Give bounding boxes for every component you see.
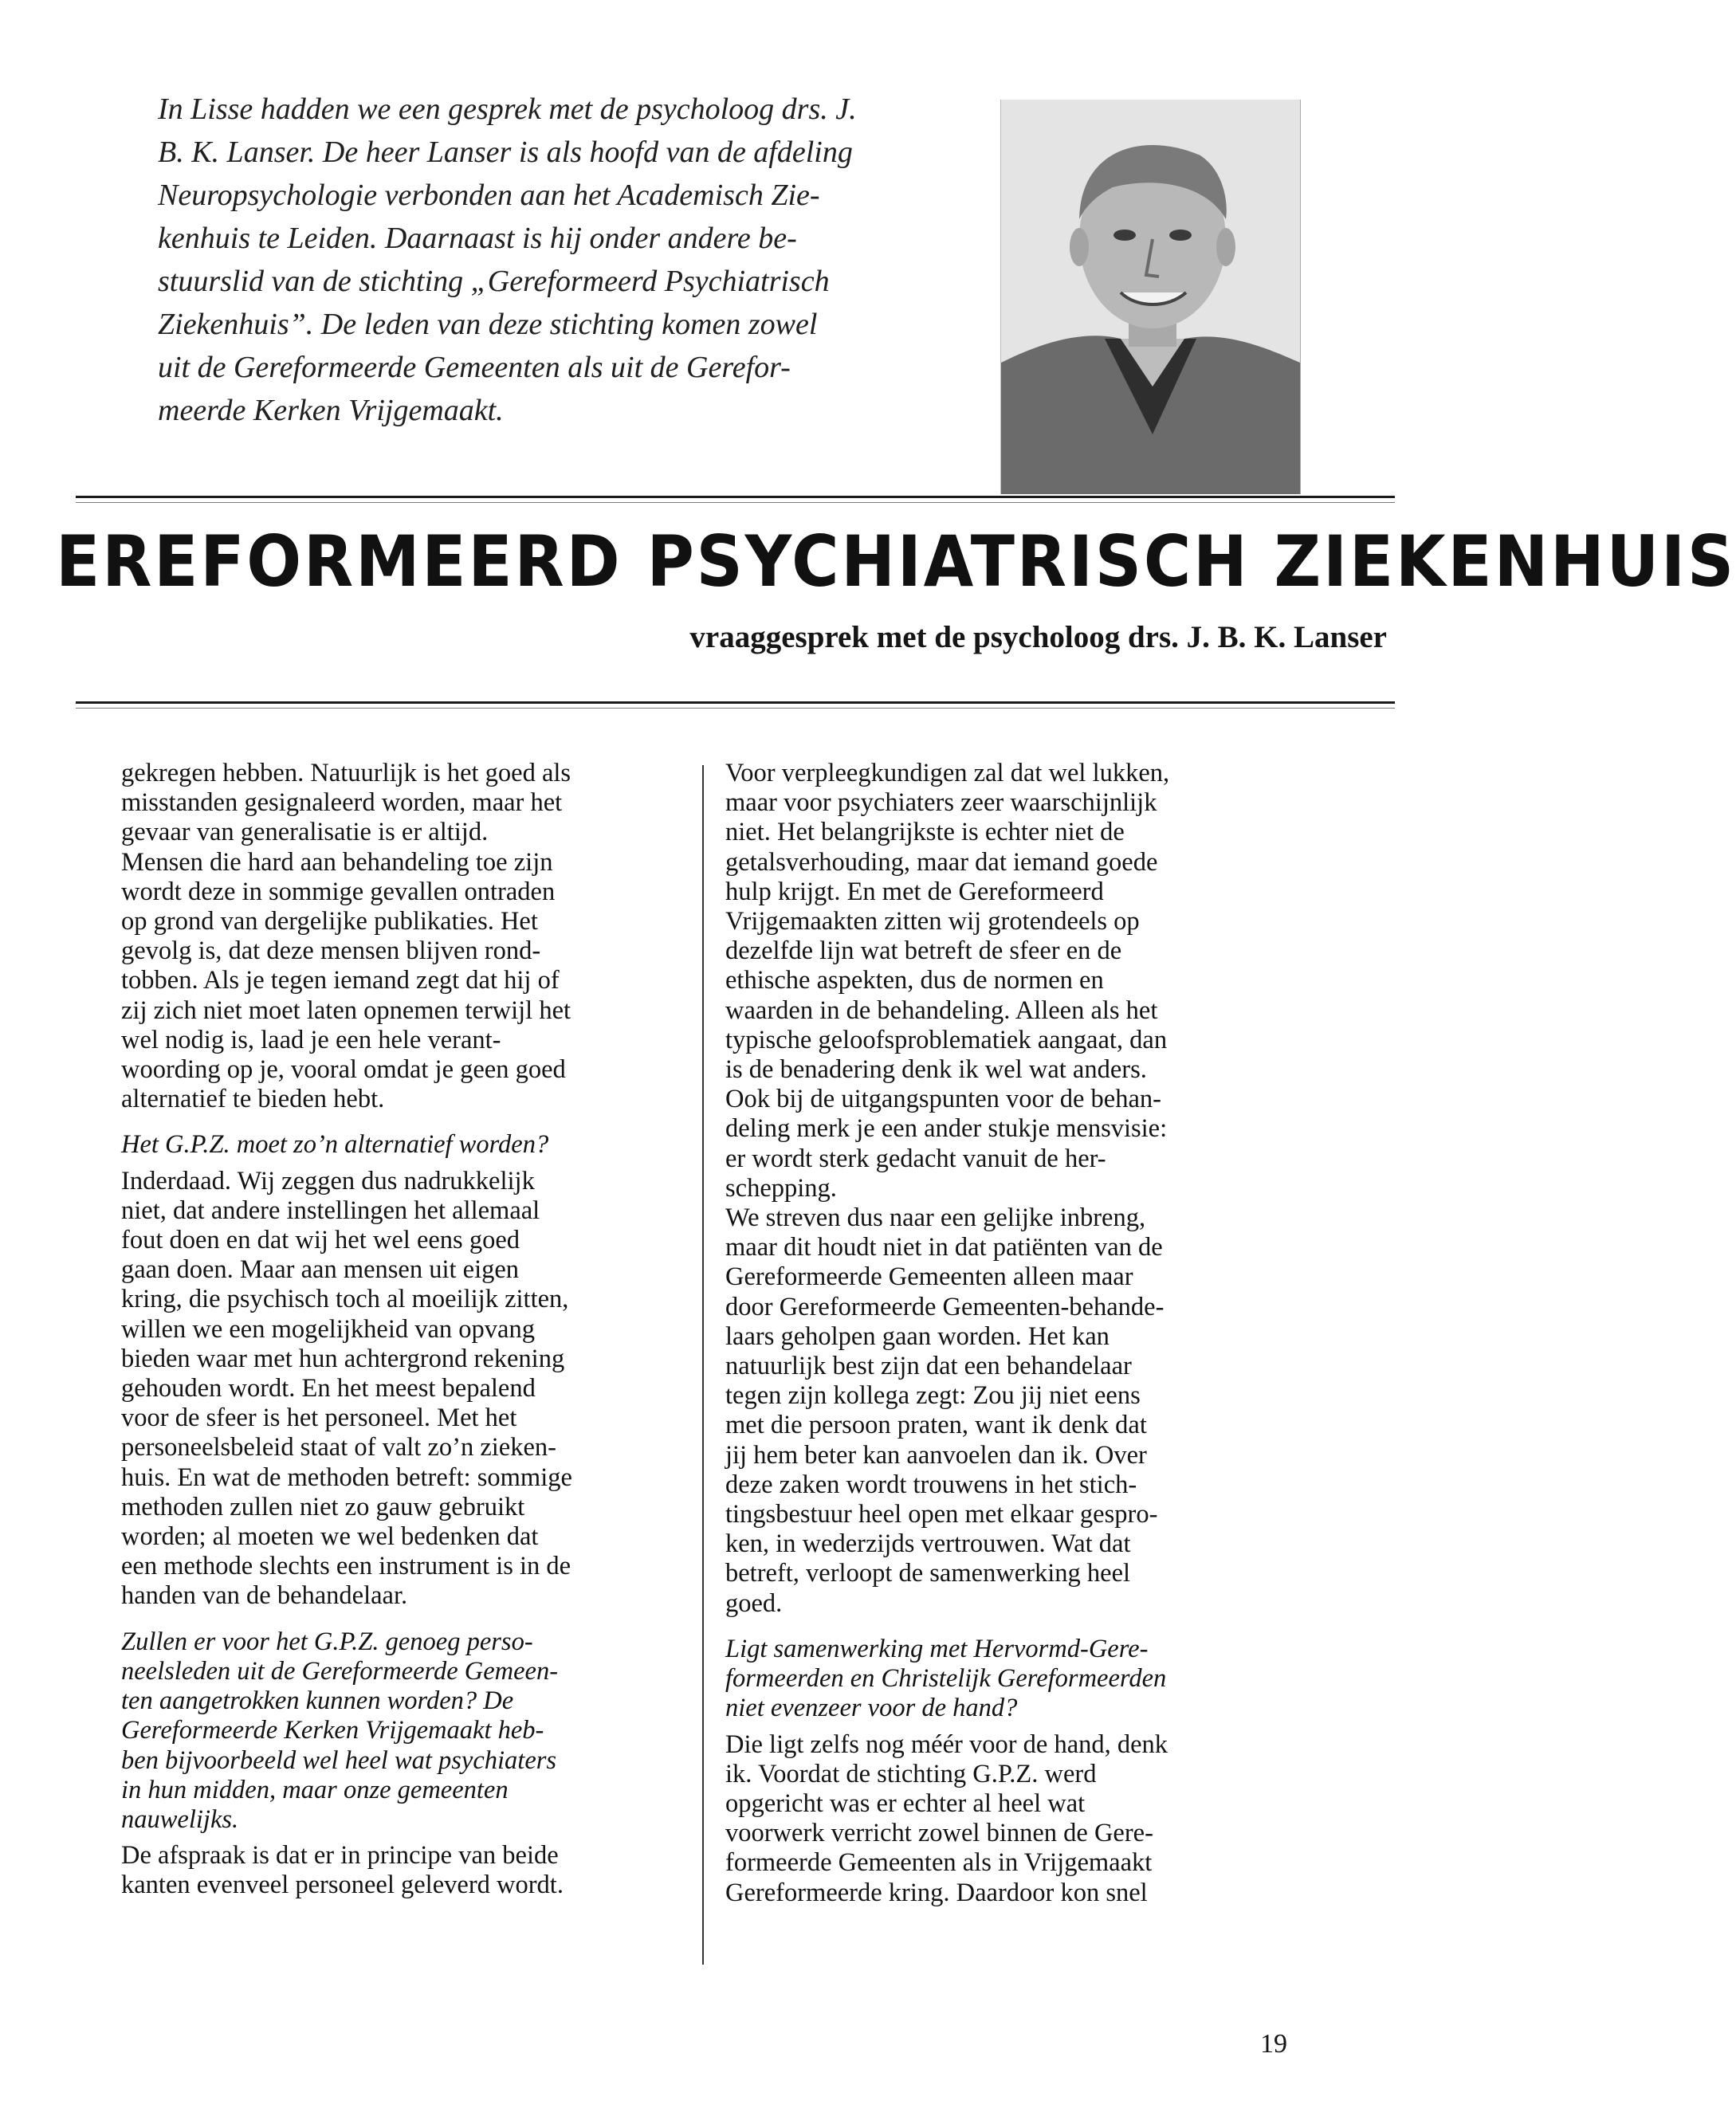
portrait-photo (1000, 100, 1301, 494)
question-paragraph: Het G.P.Z. moet zo’n alternatief worden? (121, 1130, 549, 1160)
answer-paragraph: Die ligt zelfs nog méér voor de hand, denk ik. Voordat de stichting G.P.Z. werd opgericht was er echter al heel wat voorwerk verricht zowel binnen de Gere- formeerde Gemeenten als in Vrijgemaakt Gereformeerde kring. Daardoor kon snel (725, 1729, 1168, 1907)
intro-paragraph: In Lisse hadden we een gesprek met de psycholoog drs. J. B. K. Lanser. De heer Lanser is als hoofd van de afdeling Neuropsychologie verbonden aan het Academisch Zie- kenhuis te Leiden. Daarnaast is hij onder andere be- stuurslid van de stichting „Gereformeerd Psychiatrisch Ziekenhuis”. De leden van deze stichting komen zowel uit de Gereformeerde Gemeenten als uit de Gerefor- meerde Kerken Vrijgemaakt. (158, 92, 857, 427)
banner-subtitle: vraaggesprek met de psycholoog drs. J. B. K. Lanser (689, 620, 1387, 654)
portrait-photo-icon (1001, 100, 1300, 494)
banner-top-rule (76, 496, 1395, 498)
answer-paragraph: De afspraak is dat er in principe van beide kanten evenveel personeel geleverd wordt. (121, 1841, 564, 1900)
right-column (725, 759, 1283, 1908)
answer-paragraph: gekregen hebben. Natuurlijk is het goed als misstanden gesignaleerd worden, maar het gevaar van generalisatie is er altijd. Mensen die hard aan behandeling toe zijn wordt deze in sommige gevallen ontraden op grond van dergelijke publikaties. Het gevolg is, dat deze mensen blijven rond- tobben. Als je tegen iemand zegt dat hij of zij zich niet moet laten opnemen terwijl het wel nodig is, laad je een hele verant- woording op je, vooral omdat je geen goed alternatief te bieden hebt. (121, 759, 571, 1114)
answer-paragraph: Voor verpleegkundigen zal dat wel lukken, maar voor psychiaters zeer waarschijnlijk niet. Het belangrijkste is echter niet de getalsverhouding, maar dat iemand goede hulp krijgt. En met de Gereformeerd Vrijgemaakten zitten wij grotendeels op dezelfde lijn wat betreft de sfeer en de ethische aspekten, dus de normen en waarden in de behandeling. Alleen als het typische geloofsproblematiek aangaat, dan is de benadering denk ik wel wat anders. Ook bij de uitgangspunten voor de behan- deling merk je een ander stukje mensvisie: er wordt sterk gedacht vanuit de her- schepping. We streven dus naar een gelijke inbreng, maar dit houdt niet in dat patiënten van de Gereformeerde Gemeenten alleen maar door Gereformeerde Gemeenten-behande- laars geholpen gaan worden. Het kan natuurlijk best zijn dat een behandelaar tegen zijn kollega zegt: Zou jij niet eens met die persoon praten, want ik denk dat jij hem beter kan aanvoelen dan ik. Over deze zaken wordt trouwens in het stich- tingsbestuur heel open met elkaar gespro- ken, in wederzijds vertrouwen. Wat dat betreft, verloopt de samenwerking heel goed. (725, 759, 1170, 1618)
question-paragraph: Ligt samenwerking met Hervormd-Gere- formeerden en Christelijk Gereformeerden niet evenzeer voor de hand? (725, 1634, 1167, 1723)
banner-top-rule-thin (76, 502, 1395, 503)
column-divider (702, 765, 704, 1965)
banner-bottom-rule (76, 701, 1395, 704)
banner-title: EREFORMEERD PSYCHIATRISCH ZIEKENHUIS (56, 520, 1736, 603)
left-column (121, 759, 679, 1901)
page-number: 19 (1260, 2029, 1287, 2059)
intro-text (158, 88, 963, 432)
question-paragraph: Zullen er voor het G.P.Z. genoeg perso- neelsleden uit de Gereformeerde Gemeen- ten aangetrokken kunnen worden? De Gereformeerde Kerken Vrijgemaakt heb- ben bijvoorbeeld wel heel wat psychiaters in hun midden, maar onze gemeenten nauwelijks. (121, 1627, 559, 1834)
answer-paragraph: Inderdaad. Wij zeggen dus nadrukkelijk niet, dat andere instellingen het allemaal fout doen en dat wij het wel eens goed gaan doen. Maar aan mensen uit eigen kring, die psychisch toch al moeilijk zitten, willen we een mogelijkheid van opvang bieden waar met hun achtergrond rekening gehouden wordt. En het meest bepalend voor de sfeer is het personeel. Met het personeelsbeleid staat of valt zo’n zieken- huis. En wat de methoden betreft: sommige methoden zullen niet zo gauw gebruikt worden; al moeten we wel bedenken dat een methode slechts een instrument is in de handen van de behandelaar. (121, 1166, 572, 1611)
banner-bottom-rule-thin (76, 708, 1395, 709)
